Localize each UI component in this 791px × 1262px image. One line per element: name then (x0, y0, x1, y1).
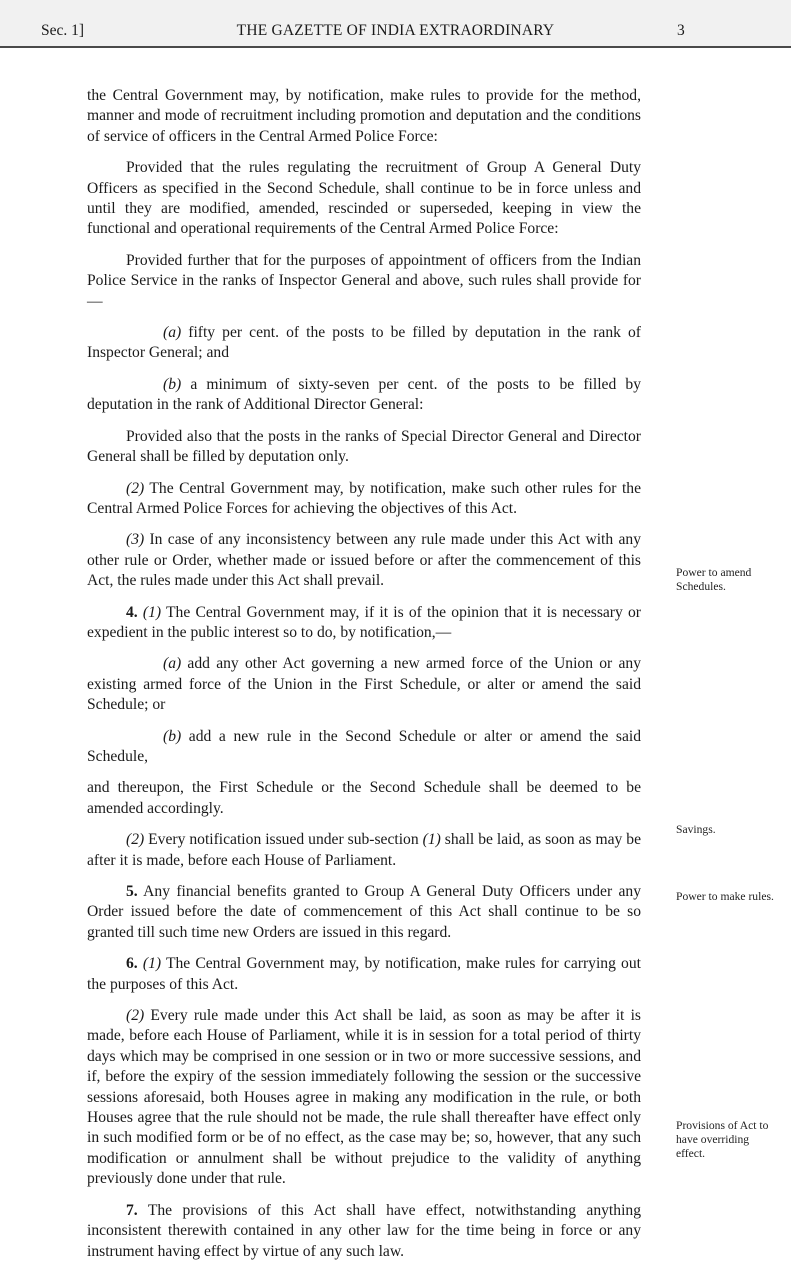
clause: (b) add a new rule in the Second Schedule or alter or amend the said Schedule, (87, 727, 641, 765)
marginal-note-section-4: Power to amend Schedules. (676, 566, 752, 593)
sub-section: (2) Every rule made under this Act shall be laid, as soon as may be after it is made, before each House of Parliament, while it is in session for a total period of thirty days which may be comprised in one session or in two or more successive sessions, and if, before the expiry of the session immediately following the session or the successive sessions aforesaid, both Houses agree in making any modification in the rule, or both Houses agree that the rule should not be made, the rule shall thereafter have effect only in such modified form or be of no effect, as the case may be; so, however, that any such modification or annulment shall be without prejudice to the validity of anything previously done under that rule. (87, 1007, 641, 1188)
page-header (0, 0, 791, 48)
marginal-note-section-6: Power to make rules. (676, 890, 774, 903)
paragraph: the Central Government may, by notification, make rules to provide for the method, manner and mode of recruitment including promotion and deputation and the conditions of service of officers in the Central Armed Police Force: (87, 87, 641, 145)
section-7: 7. The provisions of this Act shall have effect, notwithstanding anything inconsistent therewith contained in any other law for the time being in force or any instrument having effect by virtue of any such law. (87, 1201, 641, 1260)
section-5: 5. Any financial benefits granted to Group A General Duty Officers under any Order issued before the date of commencement of this Act shall continue to be so granted till such time new Orders are issued in this regard. (87, 883, 641, 941)
gazette-title: THE GAZETTE OF INDIA EXTRAORDINARY (236, 22, 555, 39)
section-6: 6. (1) The Central Government may, by notification, make rules for carrying out the purposes of this Act. (87, 955, 641, 993)
clause: (a) fifty per cent. of the posts to be filled by deputation in the rank of Inspector General; and (87, 324, 641, 362)
act-text (87, 86, 641, 1262)
proviso: Provided that the rules regulating the recruitment of Group A General Duty Officers as specified in the Second Schedule, shall continue to be in force unless and until they are modified, amended, rescinded or superseded, keeping in view the functional and operational requirements of the Central Armed Police Force: (87, 159, 641, 238)
sub-section: (2) Every notification issued under sub-section (1) shall be laid, as soon as may be after it is made, before each House of Parliament. (87, 831, 641, 869)
clause: (b) a minimum of sixty-seven per cent. of the posts to be filled by deputation in the rank of Additional Director General: (87, 375, 641, 414)
sub-section: (2) The Central Government may, by notification, make such other rules for the Central Armed Police Forces for achieving the objectives of this Act. (87, 479, 641, 517)
sub-section: (3) In case of any inconsistency between any rule made under this Act with any other rule or Order, whether made or issued before or after the commencement of this Act, the rules made under this Act shall prevail. (87, 531, 641, 590)
marginal-note-section-5: Savings. (676, 823, 716, 836)
section-reference: Sec. 1] (41, 22, 85, 39)
page-number: 3 (677, 22, 685, 39)
proviso: Provided further that for the purposes of appointment of officers from the Indian Police Service in the ranks of Inspector General and above, such rules shall provide for— (87, 251, 641, 310)
proviso: Provided also that the posts in the ranks of Special Director General and Director General shall be filled by deputation only. (87, 427, 641, 466)
section-4: 4. (1) The Central Government may, if it is of the opinion that it is necessary or expedient in the public interest so to do, by notification,— (87, 603, 641, 641)
paragraph: and thereupon, the First Schedule or the Second Schedule shall be deemed to be amended accordingly. (87, 779, 641, 817)
clause: (a) add any other Act governing a new armed force of the Union or any existing armed force of the Union in the First Schedule, or alter or amend the said Schedule; or (87, 655, 641, 714)
marginal-note-section-7: Provisions of Act to have overriding effect. (676, 1119, 769, 1160)
